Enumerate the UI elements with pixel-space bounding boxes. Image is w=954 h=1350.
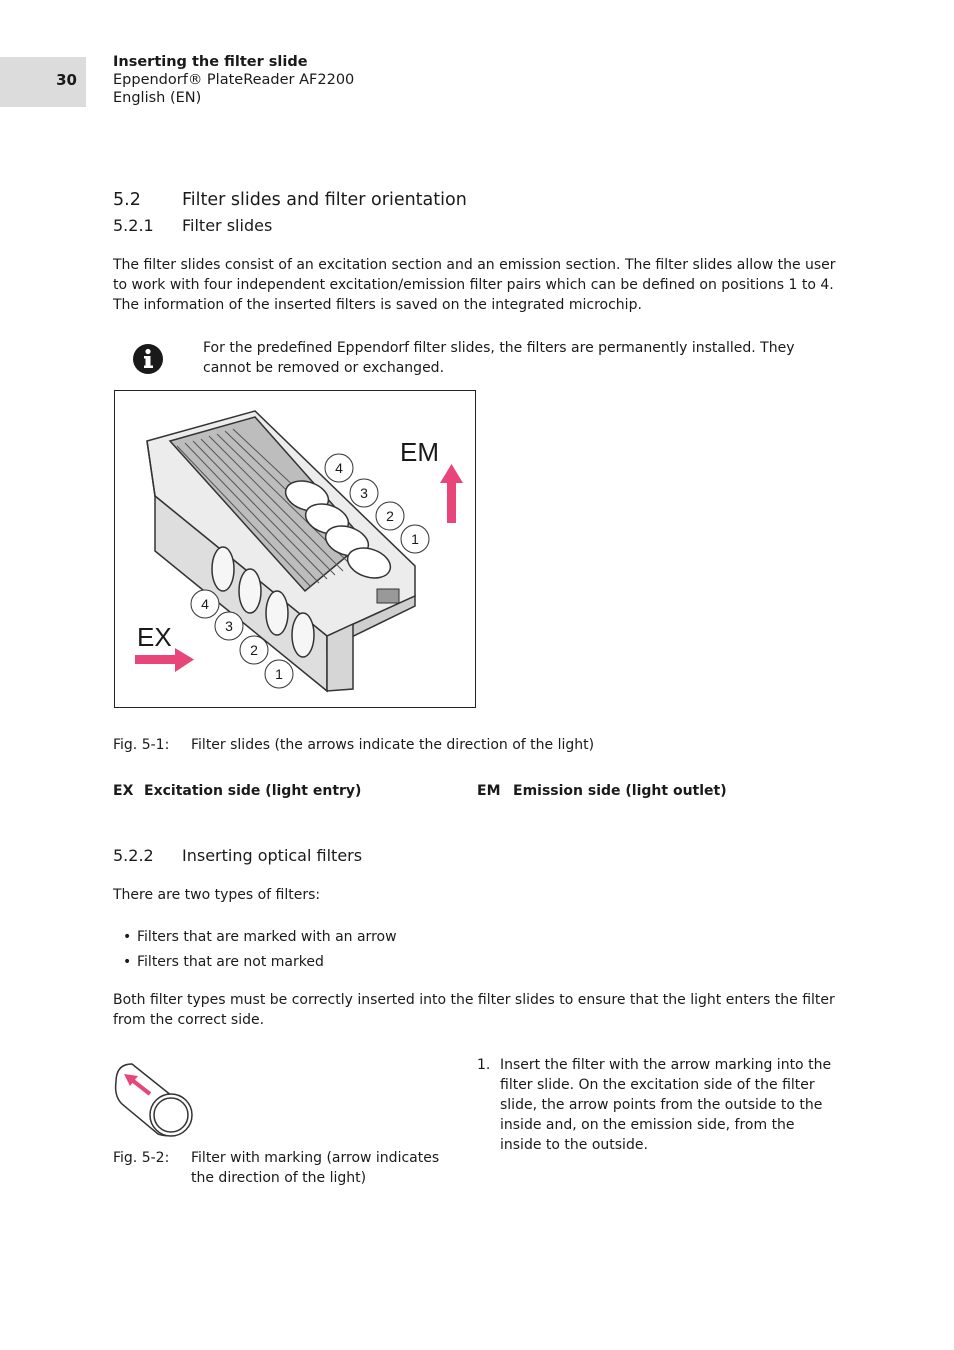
- list-item: • Filters that are marked with an arrow: [123, 929, 397, 945]
- header-product: Eppendorf® PlateReader AF2200: [113, 72, 355, 88]
- em-arrow-icon: [440, 464, 463, 523]
- ex-position-1: 1: [275, 666, 283, 682]
- filter-slides-paragraph: The filter slides consist of an excitation section and an emission section. The filter slides allow the user to work with four independent excitation/emission filter pairs which can be defined on positions 1 to 4. The information of the inserted filters is saved on the integrated microchip.: [113, 257, 836, 313]
- figure-filter-marking: [112, 1060, 198, 1140]
- heading-number: 5.2: [113, 190, 141, 210]
- caption-label: Fig. 5-2:: [113, 1150, 170, 1166]
- heading-5-2-2: [113, 846, 813, 868]
- ex-position-4: 4: [201, 596, 209, 612]
- header-language: English (EN): [113, 90, 202, 106]
- legend-text: Emission side (light outlet): [513, 783, 727, 799]
- heading-5-2-1: [113, 216, 813, 238]
- step-number: 1.: [477, 1057, 491, 1073]
- legend-em: [477, 783, 727, 799]
- info-icon: [132, 343, 164, 375]
- running-header: [113, 53, 354, 107]
- figure-5-1-caption: [113, 735, 853, 757]
- heading-number: 5.2.1: [113, 216, 154, 235]
- em-position-4: 4: [335, 460, 343, 476]
- filter-types-intro: There are two types of filters:: [113, 887, 321, 903]
- filter-orientation-paragraph: Both filter types must be correctly inserted into the filter slides to ensure that the light enters the filter from the correct side.: [113, 992, 835, 1028]
- em-position-1: 1: [411, 531, 419, 547]
- ex-position-3: 3: [225, 618, 233, 634]
- filter-cylinder-drawing: [112, 1060, 198, 1140]
- heading-number: 5.2.2: [113, 846, 154, 865]
- figure-filter-slides: [114, 390, 476, 708]
- legend-code: EM: [477, 783, 501, 799]
- legend-ex: [113, 783, 361, 799]
- em-position-2: 2: [386, 508, 394, 524]
- ex-position-2: 2: [250, 642, 258, 658]
- list-item: • Filters that are not marked: [123, 954, 324, 970]
- step-text: Insert the filter with the arrow marking into the filter slide. On the excitation side of the filter slide, the arrow points from the outside to the inside and, on the emission side, from the inside to the outside.: [500, 1057, 832, 1153]
- heading-title: Filter slides and filter orientation: [182, 190, 467, 210]
- caption-text: Filter slides (the arrows indicate the direction of the light): [191, 737, 595, 753]
- note-text: For the predefined Eppendorf filter slides, the filters are permanently installed. They cannot be removed or exchanged.: [203, 340, 795, 376]
- page-number-tab: [0, 57, 86, 107]
- caption-label: Fig. 5-1:: [113, 737, 170, 753]
- page-number: 30: [56, 71, 77, 89]
- heading-title: Inserting optical filters: [182, 846, 363, 865]
- em-label: EM: [400, 437, 439, 467]
- legend-code: EX: [113, 783, 134, 799]
- filter-types-list: [113, 925, 397, 975]
- ex-label: EX: [137, 622, 172, 652]
- filter-slide-drawing: [115, 391, 475, 707]
- caption-text: Filter with marking (arrow indicates the direction of the light): [191, 1150, 440, 1186]
- figure-5-2-caption: [113, 1148, 463, 1192]
- heading-title: Filter slides: [182, 216, 273, 235]
- heading-5-2: [113, 190, 813, 214]
- legend-text: Excitation side (light entry): [144, 783, 362, 799]
- header-section: Inserting the filter slide: [113, 54, 308, 70]
- em-position-3: 3: [360, 485, 368, 501]
